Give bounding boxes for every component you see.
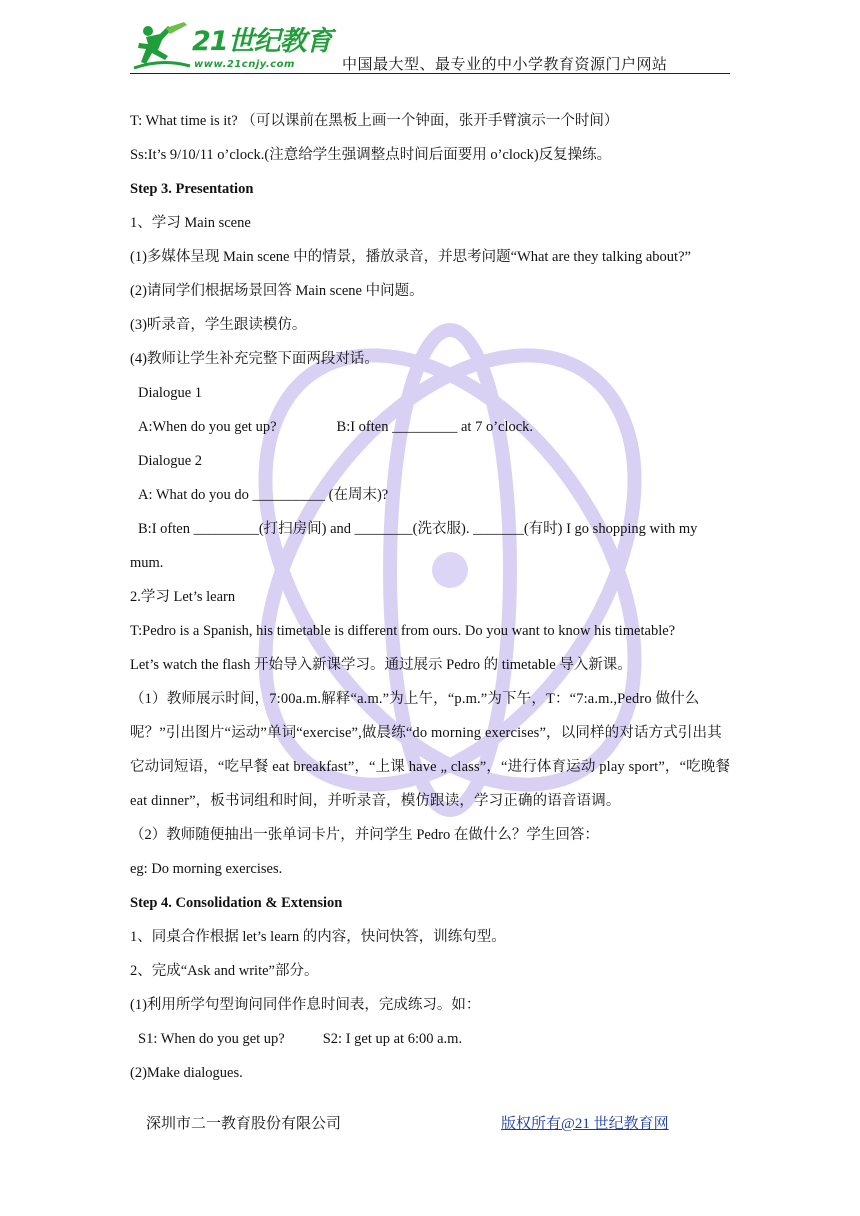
text-line: （2）教师随便抽出一张单词卡片，并问学生 Pedro 在做什么？学生回答： — [130, 827, 599, 843]
text-line: Let’s watch the flash 开始导入新课学习。通过展示 Pedro 的 timetable 导入新课。 — [130, 657, 632, 673]
text-line: 1、学习 Main scene — [130, 215, 251, 231]
example-question: S1: When do you get up? — [138, 1031, 285, 1047]
dialogue-title: Dialogue 2 — [138, 453, 203, 469]
text-line: (3)听录音，学生跟读模仿。 — [130, 317, 307, 333]
text-line: mum. — [130, 555, 164, 571]
section-heading: Step 3. Presentation — [130, 181, 254, 197]
text-paragraph: （1）教师展示时间，7:00a.m.解释“a.m.”为上午，“p.m.”为下午，T：“7:a.m.,Pedro 做什么呢？”引出图片“运动”单词“exercise”,做晨练“do morning exercises”，以同样的对话方式引出其它动词短语，“吃早餐 eat breakfast”，“上课 have „ class”，“进行体育运动 play sport”，“吃晚餐 eat dinner”，板书词组和时间，并听录音，模仿跟读，学习正确的语音语调。 — [130, 691, 731, 809]
logo-brand-text: 21世纪教育 — [192, 26, 332, 57]
header-slogan: 中国最大型、最专业的中小学教育资源门户网站 — [342, 57, 668, 73]
site-logo[interactable] — [132, 22, 332, 74]
text-line: (1)多媒体呈现 Main scene 中的情景，播放录音，并思考问题“What are they talking about?” — [130, 249, 691, 265]
example-line — [130, 1022, 732, 1056]
text-line: T: What time is it? （可以课前在黑板上画一个钟面，张开手臂演示一个时间） — [130, 113, 619, 129]
text-line: Ss:It’s 9/10/11 o’clock.(注意给学生强调整点时间后面要用 o’clock)反复操练。 — [130, 147, 612, 163]
header-divider — [130, 73, 730, 74]
dialogue-line: B:I often _________(打扫房间) and ________(洗衣服). _______(有时) I go shopping with my — [138, 521, 698, 537]
dialogue-question: A:When do you get up? — [138, 419, 277, 435]
footer-company: 深圳市二一教育股份有限公司 — [146, 1116, 342, 1132]
text-line: (4)教师让学生补充完整下面两段对话。 — [130, 351, 379, 367]
dialogue-line: A: What do you do __________ (在周末)? — [138, 487, 389, 503]
page-header — [0, 0, 860, 80]
text-line: T:Pedro is a Spanish, his timetable is different from ours. Do you want to know his timetable? — [130, 623, 676, 639]
text-line: (2)Make dialogues. — [130, 1065, 243, 1081]
example-answer: S2: I get up at 6:00 a.m. — [322, 1031, 463, 1047]
section-heading: Step 4. Consolidation & Extension — [130, 895, 343, 911]
text-line: (2)请同学们根据场景回答 Main scene 中问题。 — [130, 283, 424, 299]
document-body — [130, 104, 732, 1090]
text-line: 1、同桌合作根据 let’s learn 的内容，快问快答，训练句型。 — [130, 929, 506, 945]
text-line: 2、完成“Ask and write”部分。 — [130, 963, 319, 979]
dialogue-line — [130, 410, 732, 444]
dialogue-title: Dialogue 1 — [138, 385, 203, 401]
text-line: (1)利用所学句型询问同伴作息时间表，完成练习。如： — [130, 997, 481, 1013]
footer-copyright-link[interactable]: 版权所有@21 世纪教育网 — [501, 1116, 669, 1132]
runner-icon — [132, 22, 192, 72]
dialogue-answer: B:I often _________ at 7 o’clock. — [336, 419, 534, 435]
page-footer — [0, 1112, 860, 1142]
text-line: 2.学习 Let’s learn — [130, 589, 236, 605]
text-line: eg: Do morning exercises. — [130, 861, 283, 877]
logo-url-text: www.21cnjy.com — [194, 59, 295, 70]
